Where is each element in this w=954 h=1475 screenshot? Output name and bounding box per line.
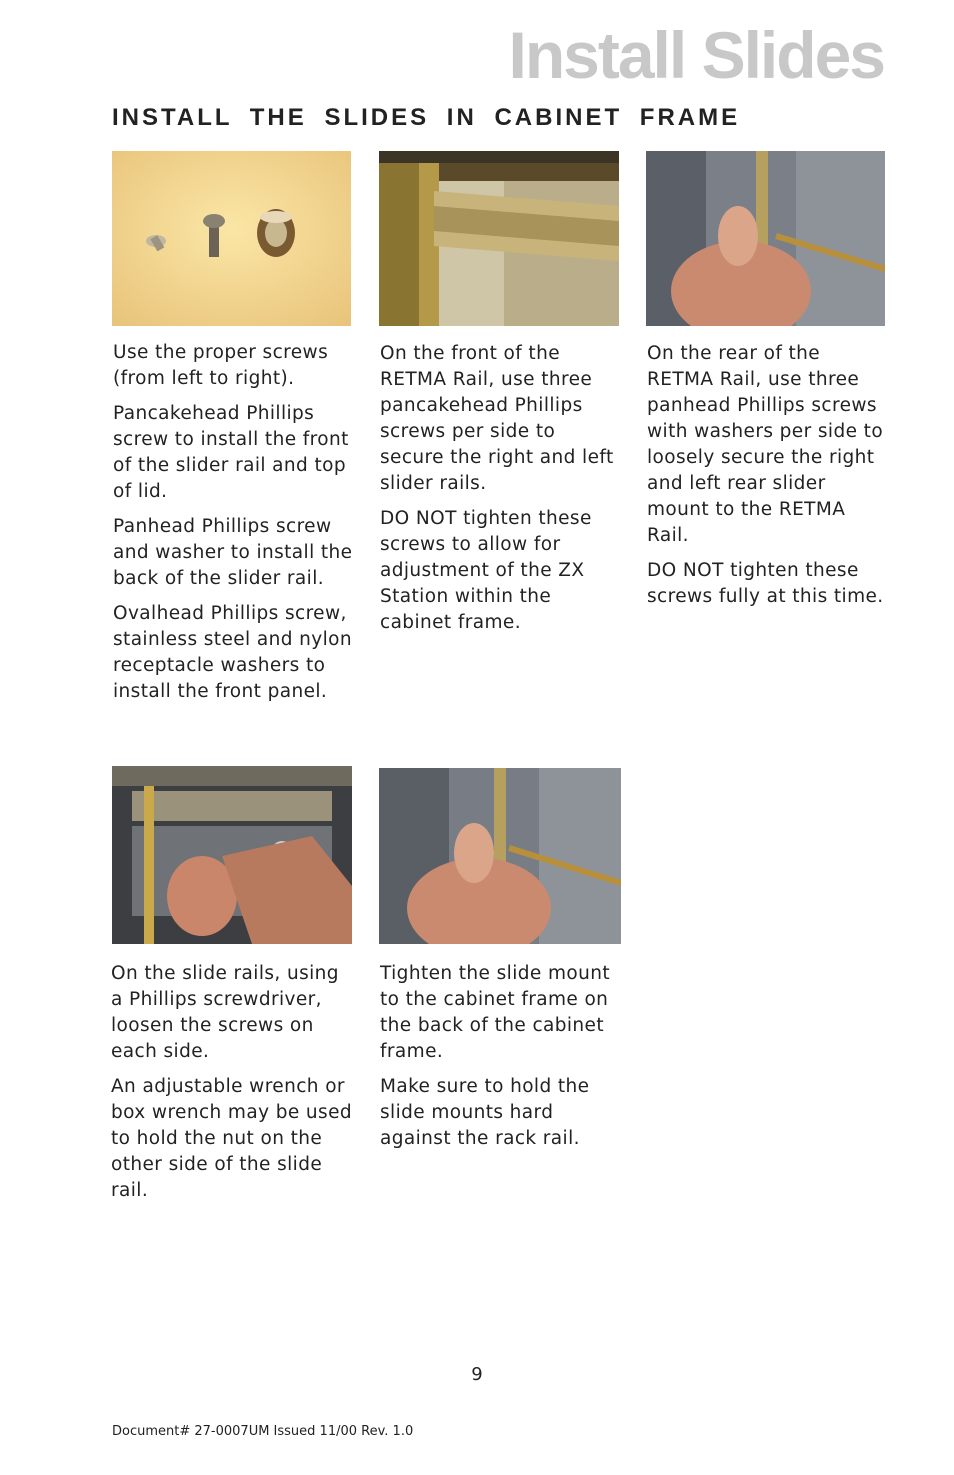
- caption-paragraph: Panhead Phillips screw and washer to install the back of the slider rail.: [113, 516, 353, 589]
- caption-paragraph: DO NOT tighten these screws to allow for adjustment of the ZX Station within the cabinet frame.: [380, 508, 592, 633]
- document-footer: Document# 27-0007UM Issued 11/00 Rev. 1.0: [112, 1424, 414, 1439]
- caption-paragraph: On the front of the RETMA Rail, use three pancakehead Phillips screws per side to secure the right and left slider rails.: [380, 343, 614, 494]
- caption-paragraph: Ovalhead Phillips screw, stainless steel and nylon receptacle washers to install the front panel.: [113, 603, 352, 702]
- caption-paragraph: Pancakehead Phillips screw to install the front of the slider rail and top of lid.: [113, 403, 349, 502]
- photo-tighten: [379, 768, 621, 944]
- photo-rear-rail: [646, 151, 885, 326]
- caption-screws: [113, 340, 358, 714]
- page-title: Install Slides: [508, 18, 884, 92]
- caption-paragraph: Tighten the slide mount to the cabinet frame on the back of the cabinet frame.: [380, 963, 610, 1062]
- caption-front-rail: [380, 341, 620, 645]
- caption-rear-rail: [647, 341, 887, 619]
- caption-slide-rails: [111, 961, 353, 1213]
- caption-paragraph: DO NOT tighten these screws fully at this time.: [647, 560, 884, 607]
- caption-paragraph: An adjustable wrench or box wrench may be used to hold the nut on the other side of the slide rail.: [111, 1076, 353, 1201]
- photo-screws: [112, 151, 351, 326]
- page-number: 9: [471, 1364, 483, 1385]
- caption-paragraph: Make sure to hold the slide mounts hard against the rack rail.: [380, 1076, 590, 1149]
- section-heading: INSTALL THE SLIDES IN CABINET FRAME: [112, 104, 741, 131]
- photo-front-rail: [379, 151, 619, 326]
- caption-tighten: [380, 961, 620, 1161]
- caption-paragraph: Use the proper screws (from left to right).: [113, 342, 329, 389]
- caption-paragraph: On the slide rails, using a Phillips screwdriver, loosen the screws on each side.: [111, 963, 339, 1062]
- photo-slide-rails: [112, 766, 352, 944]
- caption-paragraph: On the rear of the RETMA Rail, use three panhead Phillips screws with washers per side to loosely secure the right and left rear slider mount to the RETMA Rail.: [647, 343, 884, 546]
